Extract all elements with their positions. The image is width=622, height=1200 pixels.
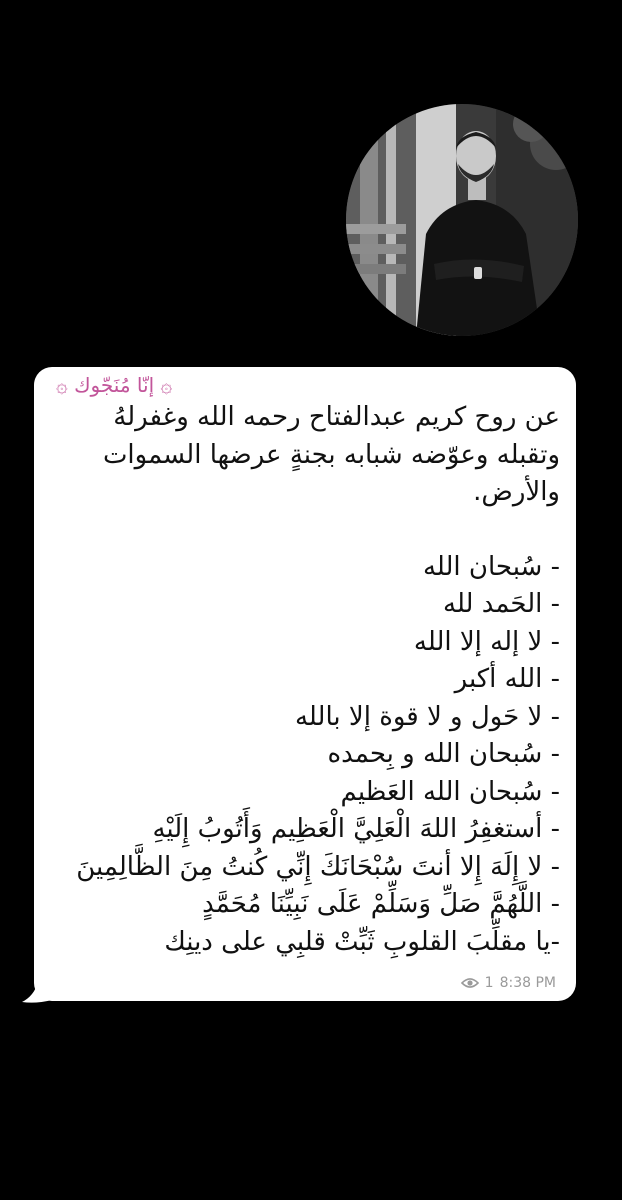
message-bubble[interactable] xyxy=(34,367,576,1001)
message-intro: عن روح كريم عبدالفتاح رحمه الله وغفرلهُ وتقبله وعوّضه شبابه بجنةٍ عرضها السموات والأرض. xyxy=(102,402,560,507)
views-count: 1 xyxy=(484,975,494,991)
dhikr-line: - لا إله إلا الله xyxy=(413,626,560,657)
dhikr-line: - لا حَول و لا قوة إلا بالله xyxy=(294,701,560,732)
dhikr-line: - الحَمد لله xyxy=(443,589,560,619)
message-body xyxy=(50,399,560,961)
message-meta xyxy=(461,975,556,991)
dhikr-line: - لا إِلَهَ إِلا أنتَ سُبْحَانَكَ إِنِّي كُنتُ مِنَ الظَّالِمِينَ xyxy=(76,851,560,882)
dhikr-line: - أستغفِرُ اللهَ الْعَلِيَّ الْعَظِيم وَأَتُوبُ إِلَيْهِ xyxy=(152,814,560,844)
dhikr-line: - سُبحان الله العَظيم xyxy=(340,776,560,807)
avatar[interactable] xyxy=(346,104,578,336)
dhikr-line: - الله أكبر xyxy=(454,664,560,694)
message-header: ۞ إنّا مُنَجّوك ۞ xyxy=(56,373,173,397)
dhikr-line: - اللَّهُمَّ صَلِّ وَسَلِّمْ عَلَى نَبِيِّنَا مُحَمَّدٍ xyxy=(202,889,560,919)
profile-photo xyxy=(346,104,578,336)
dhikr-line: - سُبحان الله و بِحمده xyxy=(327,739,560,769)
message-spacer xyxy=(50,512,560,549)
eye-icon xyxy=(461,977,479,989)
dhikr-line: - سُبحان الله xyxy=(422,551,560,582)
dhikr-line: -يا مقلِّبَ القلوبِ ثَبِّتْ قلبِي على دينِك xyxy=(164,926,560,957)
message-time: 8:38 PM xyxy=(499,975,556,991)
